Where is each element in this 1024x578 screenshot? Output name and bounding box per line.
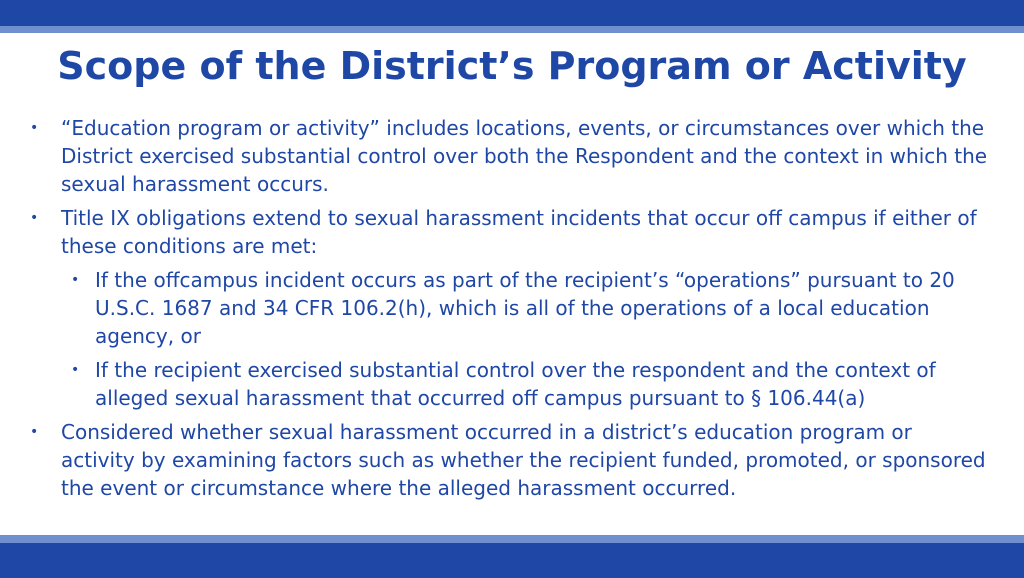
bullet-text: Title IX obligations extend to sexual harassment incidents that occur off campus if either of these conditions are met: — [61, 206, 977, 258]
bullet-item — [28, 114, 988, 198]
bullet-dot-icon: • — [71, 362, 80, 378]
bullet-list — [28, 114, 988, 508]
bullet-dot-icon: • — [30, 424, 39, 440]
slide-title: Scope of the District’s Program or Activity — [57, 44, 967, 88]
bottom-banner — [0, 543, 1024, 578]
top-accent-stripe — [0, 26, 1024, 33]
bullet-dot-icon: • — [30, 210, 39, 226]
bullet-item — [28, 418, 988, 502]
bullet-dot-icon: • — [30, 120, 39, 136]
sub-bullet-text: If the recipient exercised substantial control over the respondent and the context of alleged sexual harassment that occurred off campus pursuant to § 106.44(a) — [95, 358, 936, 410]
bullet-text: Considered whether sexual harassment occurred in a district’s education program or activity by examining factors such as whether the recipient funded, promoted, or sponsored the event or circumstance where the alleged harassment occurred. — [61, 420, 986, 500]
sub-bullet-item — [61, 356, 988, 412]
bullet-item — [28, 204, 988, 412]
sub-bullet-list — [61, 266, 988, 412]
bottom-accent-stripe — [0, 535, 1024, 543]
bullet-dot-icon: • — [71, 272, 80, 288]
sub-bullet-item — [61, 266, 988, 350]
bullet-text: “Education program or activity” includes locations, events, or circumstances over which the District exercised substantial control over both the Respondent and the context in which the sexual harassment occurs. — [61, 116, 988, 196]
top-banner — [0, 0, 1024, 26]
sub-bullet-text: If the offcampus incident occurs as part of the recipient’s “operations” pursuant to 20 U.S.C. 1687 and 34 CFR 106.2(h), which is all of the operations of a local education agency, or — [95, 268, 955, 348]
